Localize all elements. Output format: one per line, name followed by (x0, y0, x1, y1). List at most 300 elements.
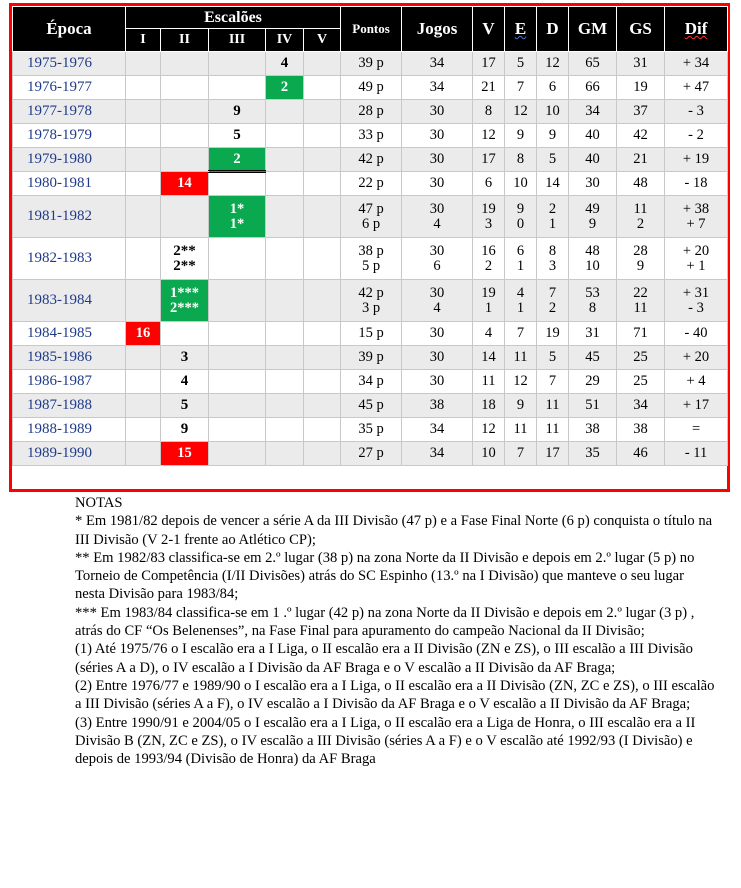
goals-for-value: 53 (585, 284, 600, 301)
level-5-cell (304, 322, 341, 346)
goals-against-value: 28 (633, 242, 648, 259)
losses-value: 7 (548, 284, 557, 301)
goals-against-cell: 71 (617, 322, 665, 346)
points-value: 47 p (358, 200, 384, 217)
games-cell: 30 (402, 322, 473, 346)
level-3-cell (209, 322, 266, 346)
goals-for-cell: 45 (569, 346, 617, 370)
goal-diff-cell: + 34 (665, 52, 728, 76)
level-5-cell (304, 124, 341, 148)
table-row (13, 238, 728, 280)
goals-for-cell (569, 280, 617, 322)
losses-cell: 6 (537, 76, 569, 100)
header-d: D (537, 7, 569, 52)
losses-cell: 14 (537, 172, 569, 196)
wins-cell: 4 (473, 322, 505, 346)
draws-cell (505, 196, 537, 238)
season-cell: 1975-1976 (13, 52, 126, 76)
games-cell: 34 (402, 52, 473, 76)
goals-against-value-2: 2 (636, 215, 645, 232)
level-1-cell (126, 418, 161, 442)
level-3-cell (209, 442, 266, 466)
goals-for-value-2: 10 (585, 257, 600, 274)
losses-value-2: 1 (548, 215, 557, 232)
level-2-cell: 5 (161, 394, 209, 418)
table-row (13, 124, 728, 148)
losses-cell: 17 (537, 442, 569, 466)
losses-cell (537, 280, 569, 322)
wins-cell: 12 (473, 418, 505, 442)
points-cell: 28 p (341, 100, 402, 124)
games-value: 30 (429, 200, 445, 217)
points-value-2: 5 p (361, 257, 381, 274)
games-cell: 30 (402, 100, 473, 124)
goal-diff-value: + 31 (682, 284, 710, 301)
level-2-cell (161, 280, 209, 322)
note-1981-82: * Em 1981/82 depois de vencer a série A da III Divisão (47 p) e a Fase Final Norte (6 p) conquista o título na III Divisão (V 2-1 frente ao Atlético CP); (75, 513, 713, 548)
goal-diff-cell (665, 238, 728, 280)
goals-for-cell: 34 (569, 100, 617, 124)
position-value-2: 2** (173, 257, 196, 274)
draws-cell (505, 280, 537, 322)
level-4-cell (266, 148, 304, 172)
level-5-cell (304, 418, 341, 442)
games-cell: 30 (402, 346, 473, 370)
level-1-cell (126, 76, 161, 100)
level-3-cell (209, 52, 266, 76)
goals-against-cell: 37 (617, 100, 665, 124)
games-cell: 38 (402, 394, 473, 418)
level-1-cell (126, 100, 161, 124)
level-1-cell (126, 238, 161, 280)
wins-cell: 8 (473, 100, 505, 124)
level-1-cell (126, 52, 161, 76)
note-levels-1990-2005: (3) Entre 1990/91 e 2004/05 o I escalão era a I Liga, o II escalão era a Liga de Honra, o III escalão era a II Divisão B (ZN, ZC e ZS), o IV escalão a III Divisão (séries A a F) e o V escalão até 1992/93 (I Divisão) e depois de 1993/94 (Divisão de Honra) da AF Braga (75, 714, 696, 768)
games-cell (402, 280, 473, 322)
goal-diff-cell (665, 280, 728, 322)
level-4-cell (266, 394, 304, 418)
level-3-cell: 2 (209, 148, 266, 172)
goals-for-cell: 51 (569, 394, 617, 418)
goals-for-cell: 35 (569, 442, 617, 466)
season-cell: 1983-1984 (13, 280, 126, 322)
level-5-cell (304, 238, 341, 280)
table-row (13, 52, 728, 76)
level-4-cell (266, 238, 304, 280)
goals-for-cell: 31 (569, 322, 617, 346)
level-4-cell: 4 (266, 52, 304, 76)
level-5-cell (304, 100, 341, 124)
goals-against-cell: 31 (617, 52, 665, 76)
goals-for-cell (569, 196, 617, 238)
losses-cell: 11 (537, 394, 569, 418)
goal-diff-cell: - 18 (665, 172, 728, 196)
level-1-cell (126, 442, 161, 466)
level-2-cell: 15 (161, 442, 209, 466)
header-jogos: Jogos (402, 7, 473, 52)
level-4-cell (266, 280, 304, 322)
level-5-cell (304, 280, 341, 322)
header-level-ii: II (161, 29, 209, 52)
draws-cell: 10 (505, 172, 537, 196)
table-row (13, 418, 728, 442)
level-4-cell (266, 124, 304, 148)
goal-diff-cell: - 40 (665, 322, 728, 346)
goal-diff-cell: + 19 (665, 148, 728, 172)
header-level-v: V (304, 29, 341, 52)
header-level-iii: III (209, 29, 266, 52)
points-cell (341, 196, 402, 238)
losses-cell: 10 (537, 100, 569, 124)
goals-against-cell (617, 280, 665, 322)
goals-against-value: 22 (633, 284, 648, 301)
wins-value-2: 3 (484, 215, 493, 232)
goals-for-cell: 38 (569, 418, 617, 442)
notes-section (75, 494, 715, 768)
level-1-cell (126, 172, 161, 196)
games-cell: 34 (402, 418, 473, 442)
wins-cell: 12 (473, 124, 505, 148)
wins-cell: 14 (473, 346, 505, 370)
season-cell: 1979-1980 (13, 148, 126, 172)
seasons-table (12, 6, 728, 466)
goals-against-cell: 38 (617, 418, 665, 442)
season-cell: 1980-1981 (13, 172, 126, 196)
header-level-i: I (126, 29, 161, 52)
table-row (13, 280, 728, 322)
level-2-cell: 3 (161, 346, 209, 370)
points-value-2: 3 p (361, 299, 381, 316)
goals-for-value: 49 (585, 200, 600, 217)
goal-diff-cell: + 47 (665, 76, 728, 100)
level-5-cell (304, 394, 341, 418)
level-2-cell (161, 100, 209, 124)
draws-cell: 7 (505, 322, 537, 346)
table-row (13, 196, 728, 238)
table-row (13, 346, 728, 370)
wins-value-2: 1 (484, 299, 493, 316)
losses-value: 2 (548, 200, 557, 217)
level-3-cell (209, 196, 266, 238)
losses-cell: 12 (537, 52, 569, 76)
draws-cell: 9 (505, 124, 537, 148)
games-cell: 30 (402, 148, 473, 172)
losses-value-2: 2 (548, 299, 557, 316)
header-pontos: Pontos (341, 7, 402, 52)
level-2-cell: 4 (161, 370, 209, 394)
position-value: 1* (229, 200, 245, 217)
level-2-cell (161, 148, 209, 172)
draws-value-2: 1 (516, 257, 525, 274)
goal-diff-value-2: + 1 (686, 257, 706, 274)
level-1-cell (126, 370, 161, 394)
level-1-cell (126, 196, 161, 238)
level-3-cell (209, 280, 266, 322)
level-5-cell (304, 346, 341, 370)
level-1-cell (126, 346, 161, 370)
draws-value: 4 (516, 284, 525, 301)
level-4-cell (266, 100, 304, 124)
goals-for-cell: 40 (569, 124, 617, 148)
draws-cell (505, 238, 537, 280)
header-e: E (505, 7, 537, 52)
note-levels-until-1975-76: (1) Até 1975/76 o I escalão era a I Liga, o II escalão era a II Divisão (ZN e ZS), o III escalão a III Divisão (séries A a D), o IV escalão a I Divisão da AF Braga e o V escalão a II Divisão da AF Braga; (75, 641, 693, 676)
level-4-cell (266, 172, 304, 196)
wins-cell: 18 (473, 394, 505, 418)
games-cell (402, 238, 473, 280)
losses-value-2: 3 (548, 257, 557, 274)
draws-value-2: 1 (516, 299, 525, 316)
goal-diff-cell: - 3 (665, 100, 728, 124)
level-2-cell (161, 196, 209, 238)
goals-against-cell: 21 (617, 148, 665, 172)
level-3-cell (209, 172, 266, 196)
points-cell: 39 p (341, 346, 402, 370)
goals-against-cell: 34 (617, 394, 665, 418)
games-value: 30 (429, 284, 445, 301)
games-value: 30 (429, 242, 445, 259)
level-3-cell (209, 394, 266, 418)
goal-diff-value: + 38 (682, 200, 710, 217)
draws-cell: 8 (505, 148, 537, 172)
games-cell (402, 196, 473, 238)
games-value-2: 6 (433, 257, 441, 274)
points-cell: 15 p (341, 322, 402, 346)
level-4-cell (266, 442, 304, 466)
note-1982-83: ** Em 1982/83 classifica-se em 2.º lugar (38 p) na zona Norte da II Divisão e depois em 2.º lugar (5 p) no Torneio de Competência (I/II Divisões) atrás do SC Espinho (13.º na I Divisão) que manteve o seu lugar nesta Divisão para 1983/84; (75, 549, 695, 603)
season-cell: 1989-1990 (13, 442, 126, 466)
losses-value: 8 (548, 242, 557, 259)
goals-against-cell: 46 (617, 442, 665, 466)
points-cell: 33 p (341, 124, 402, 148)
draws-cell: 12 (505, 370, 537, 394)
header-dif: Dif (665, 7, 728, 52)
games-cell: 34 (402, 76, 473, 100)
table-row (13, 370, 728, 394)
notes-heading: NOTAS (75, 495, 123, 511)
season-cell: 1987-1988 (13, 394, 126, 418)
level-4-cell (266, 418, 304, 442)
level-4-cell (266, 322, 304, 346)
losses-cell: 7 (537, 370, 569, 394)
seasons-table-frame (9, 3, 730, 492)
level-5-cell (304, 172, 341, 196)
level-4-cell (266, 196, 304, 238)
draws-cell: 11 (505, 418, 537, 442)
goal-diff-value-2: + 7 (686, 215, 706, 232)
draws-cell: 12 (505, 100, 537, 124)
goals-for-cell: 40 (569, 148, 617, 172)
wins-cell (473, 280, 505, 322)
level-1-cell (126, 148, 161, 172)
level-4-cell (266, 346, 304, 370)
wins-value: 19 (481, 284, 496, 301)
season-cell: 1986-1987 (13, 370, 126, 394)
wins-value: 19 (481, 200, 496, 217)
wins-cell (473, 196, 505, 238)
season-cell: 1976-1977 (13, 76, 126, 100)
level-1-cell (126, 124, 161, 148)
goals-for-cell: 30 (569, 172, 617, 196)
points-cell (341, 280, 402, 322)
level-3-cell: 9 (209, 100, 266, 124)
points-value-2: 6 p (361, 215, 381, 232)
wins-cell: 10 (473, 442, 505, 466)
goals-for-cell: 65 (569, 52, 617, 76)
level-3-cell: 5 (209, 124, 266, 148)
goal-diff-value: + 20 (682, 242, 710, 259)
season-cell: 1977-1978 (13, 100, 126, 124)
level-5-cell (304, 370, 341, 394)
goals-for-cell: 66 (569, 76, 617, 100)
level-5-cell (304, 442, 341, 466)
table-row (13, 148, 728, 172)
draws-cell: 9 (505, 394, 537, 418)
level-2-cell (161, 52, 209, 76)
wins-cell (473, 238, 505, 280)
losses-cell: 19 (537, 322, 569, 346)
level-3-cell (209, 238, 266, 280)
header-level-iv: IV (266, 29, 304, 52)
draws-value: 9 (516, 200, 525, 217)
goal-diff-cell: = (665, 418, 728, 442)
goals-for-value-2: 8 (588, 299, 597, 316)
goal-diff-value-2: - 3 (688, 299, 704, 316)
draws-cell: 7 (505, 442, 537, 466)
goals-against-value-2: 11 (633, 299, 648, 316)
goal-diff-cell: - 2 (665, 124, 728, 148)
season-cell: 1985-1986 (13, 346, 126, 370)
level-2-cell: 9 (161, 418, 209, 442)
losses-cell: 9 (537, 124, 569, 148)
draws-cell: 11 (505, 346, 537, 370)
level-5-cell (304, 148, 341, 172)
losses-cell: 5 (537, 148, 569, 172)
games-cell: 30 (402, 370, 473, 394)
level-2-cell (161, 238, 209, 280)
goals-against-cell: 25 (617, 370, 665, 394)
games-cell: 30 (402, 172, 473, 196)
goals-against-value: 11 (633, 200, 648, 217)
points-value: 42 p (358, 284, 384, 301)
level-3-cell (209, 76, 266, 100)
level-2-cell (161, 322, 209, 346)
wins-value-2: 2 (484, 257, 493, 274)
points-cell: 34 p (341, 370, 402, 394)
wins-cell: 17 (473, 52, 505, 76)
wins-cell: 11 (473, 370, 505, 394)
level-1-cell: 16 (126, 322, 161, 346)
goal-diff-cell (665, 196, 728, 238)
level-4-cell: 2 (266, 76, 304, 100)
games-value-2: 4 (433, 215, 441, 232)
seasons-table-body (13, 52, 728, 466)
goals-for-cell: 29 (569, 370, 617, 394)
header-gs: GS (617, 7, 665, 52)
level-2-cell: 14 (161, 172, 209, 196)
goals-against-cell (617, 196, 665, 238)
table-row (13, 172, 728, 196)
header-epoca: Época (13, 7, 126, 52)
games-cell: 34 (402, 442, 473, 466)
level-5-cell (304, 76, 341, 100)
table-row (13, 76, 728, 100)
wins-cell: 21 (473, 76, 505, 100)
note-1983-84: *** Em 1983/84 classifica-se em 1 .º lugar (42 p) na zona Norte da II Divisão e depois em 2.º lugar (3 p) , atrás do CF “Os Belenenses”, na Fase Final para apuramento do campeão Nacional da II Divisão; (75, 604, 695, 640)
draws-cell: 5 (505, 52, 537, 76)
goals-against-value-2: 9 (636, 257, 645, 274)
goals-for-value: 48 (585, 242, 600, 259)
points-cell (341, 238, 402, 280)
header-escaloes: Escalões (126, 7, 341, 29)
level-3-cell (209, 346, 266, 370)
goal-diff-cell: - 11 (665, 442, 728, 466)
draws-value: 6 (516, 242, 525, 259)
points-cell: 27 p (341, 442, 402, 466)
points-cell: 22 p (341, 172, 402, 196)
note-levels-1976-1990: (2) Entre 1976/77 e 1989/90 o I escalão era a I Liga, o II escalão era a II Divisão (ZN, ZC e ZS), o III escalão a III Divisão (séries A a F), o IV escalão a I Divisão da AF Braga e o V escalão a II Divisão da AF Braga; (75, 677, 715, 713)
games-cell: 30 (402, 124, 473, 148)
table-row (13, 100, 728, 124)
level-1-cell (126, 394, 161, 418)
level-2-cell (161, 124, 209, 148)
points-cell: 35 p (341, 418, 402, 442)
level-2-cell (161, 76, 209, 100)
level-3-cell (209, 370, 266, 394)
points-cell: 49 p (341, 76, 402, 100)
season-cell: 1984-1985 (13, 322, 126, 346)
position-value: 1*** (170, 284, 199, 301)
points-cell: 39 p (341, 52, 402, 76)
draws-value-2: 0 (516, 215, 525, 232)
header-gm: GM (569, 7, 617, 52)
level-1-cell (126, 280, 161, 322)
level-3-cell (209, 418, 266, 442)
points-cell: 45 p (341, 394, 402, 418)
goals-against-cell (617, 238, 665, 280)
wins-cell: 17 (473, 148, 505, 172)
wins-value: 16 (481, 242, 496, 259)
goal-diff-cell: + 4 (665, 370, 728, 394)
level-5-cell (304, 196, 341, 238)
goal-diff-cell: + 17 (665, 394, 728, 418)
position-value-2: 1* (229, 215, 245, 232)
losses-cell (537, 196, 569, 238)
level-4-cell (266, 370, 304, 394)
points-value: 38 p (358, 242, 384, 259)
table-row (13, 322, 728, 346)
goal-diff-cell: + 20 (665, 346, 728, 370)
season-cell: 1978-1979 (13, 124, 126, 148)
goals-against-cell: 19 (617, 76, 665, 100)
losses-cell: 11 (537, 418, 569, 442)
position-value: 2** (173, 242, 196, 259)
table-row (13, 442, 728, 466)
header-v: V (473, 7, 505, 52)
table-row (13, 394, 728, 418)
level-5-cell (304, 52, 341, 76)
goals-against-cell: 48 (617, 172, 665, 196)
goals-for-cell (569, 238, 617, 280)
goals-against-cell: 25 (617, 346, 665, 370)
season-cell: 1981-1982 (13, 196, 126, 238)
draws-cell: 7 (505, 76, 537, 100)
goals-for-value-2: 9 (588, 215, 597, 232)
losses-cell (537, 238, 569, 280)
wins-cell: 6 (473, 172, 505, 196)
losses-cell: 5 (537, 346, 569, 370)
goals-against-cell: 42 (617, 124, 665, 148)
